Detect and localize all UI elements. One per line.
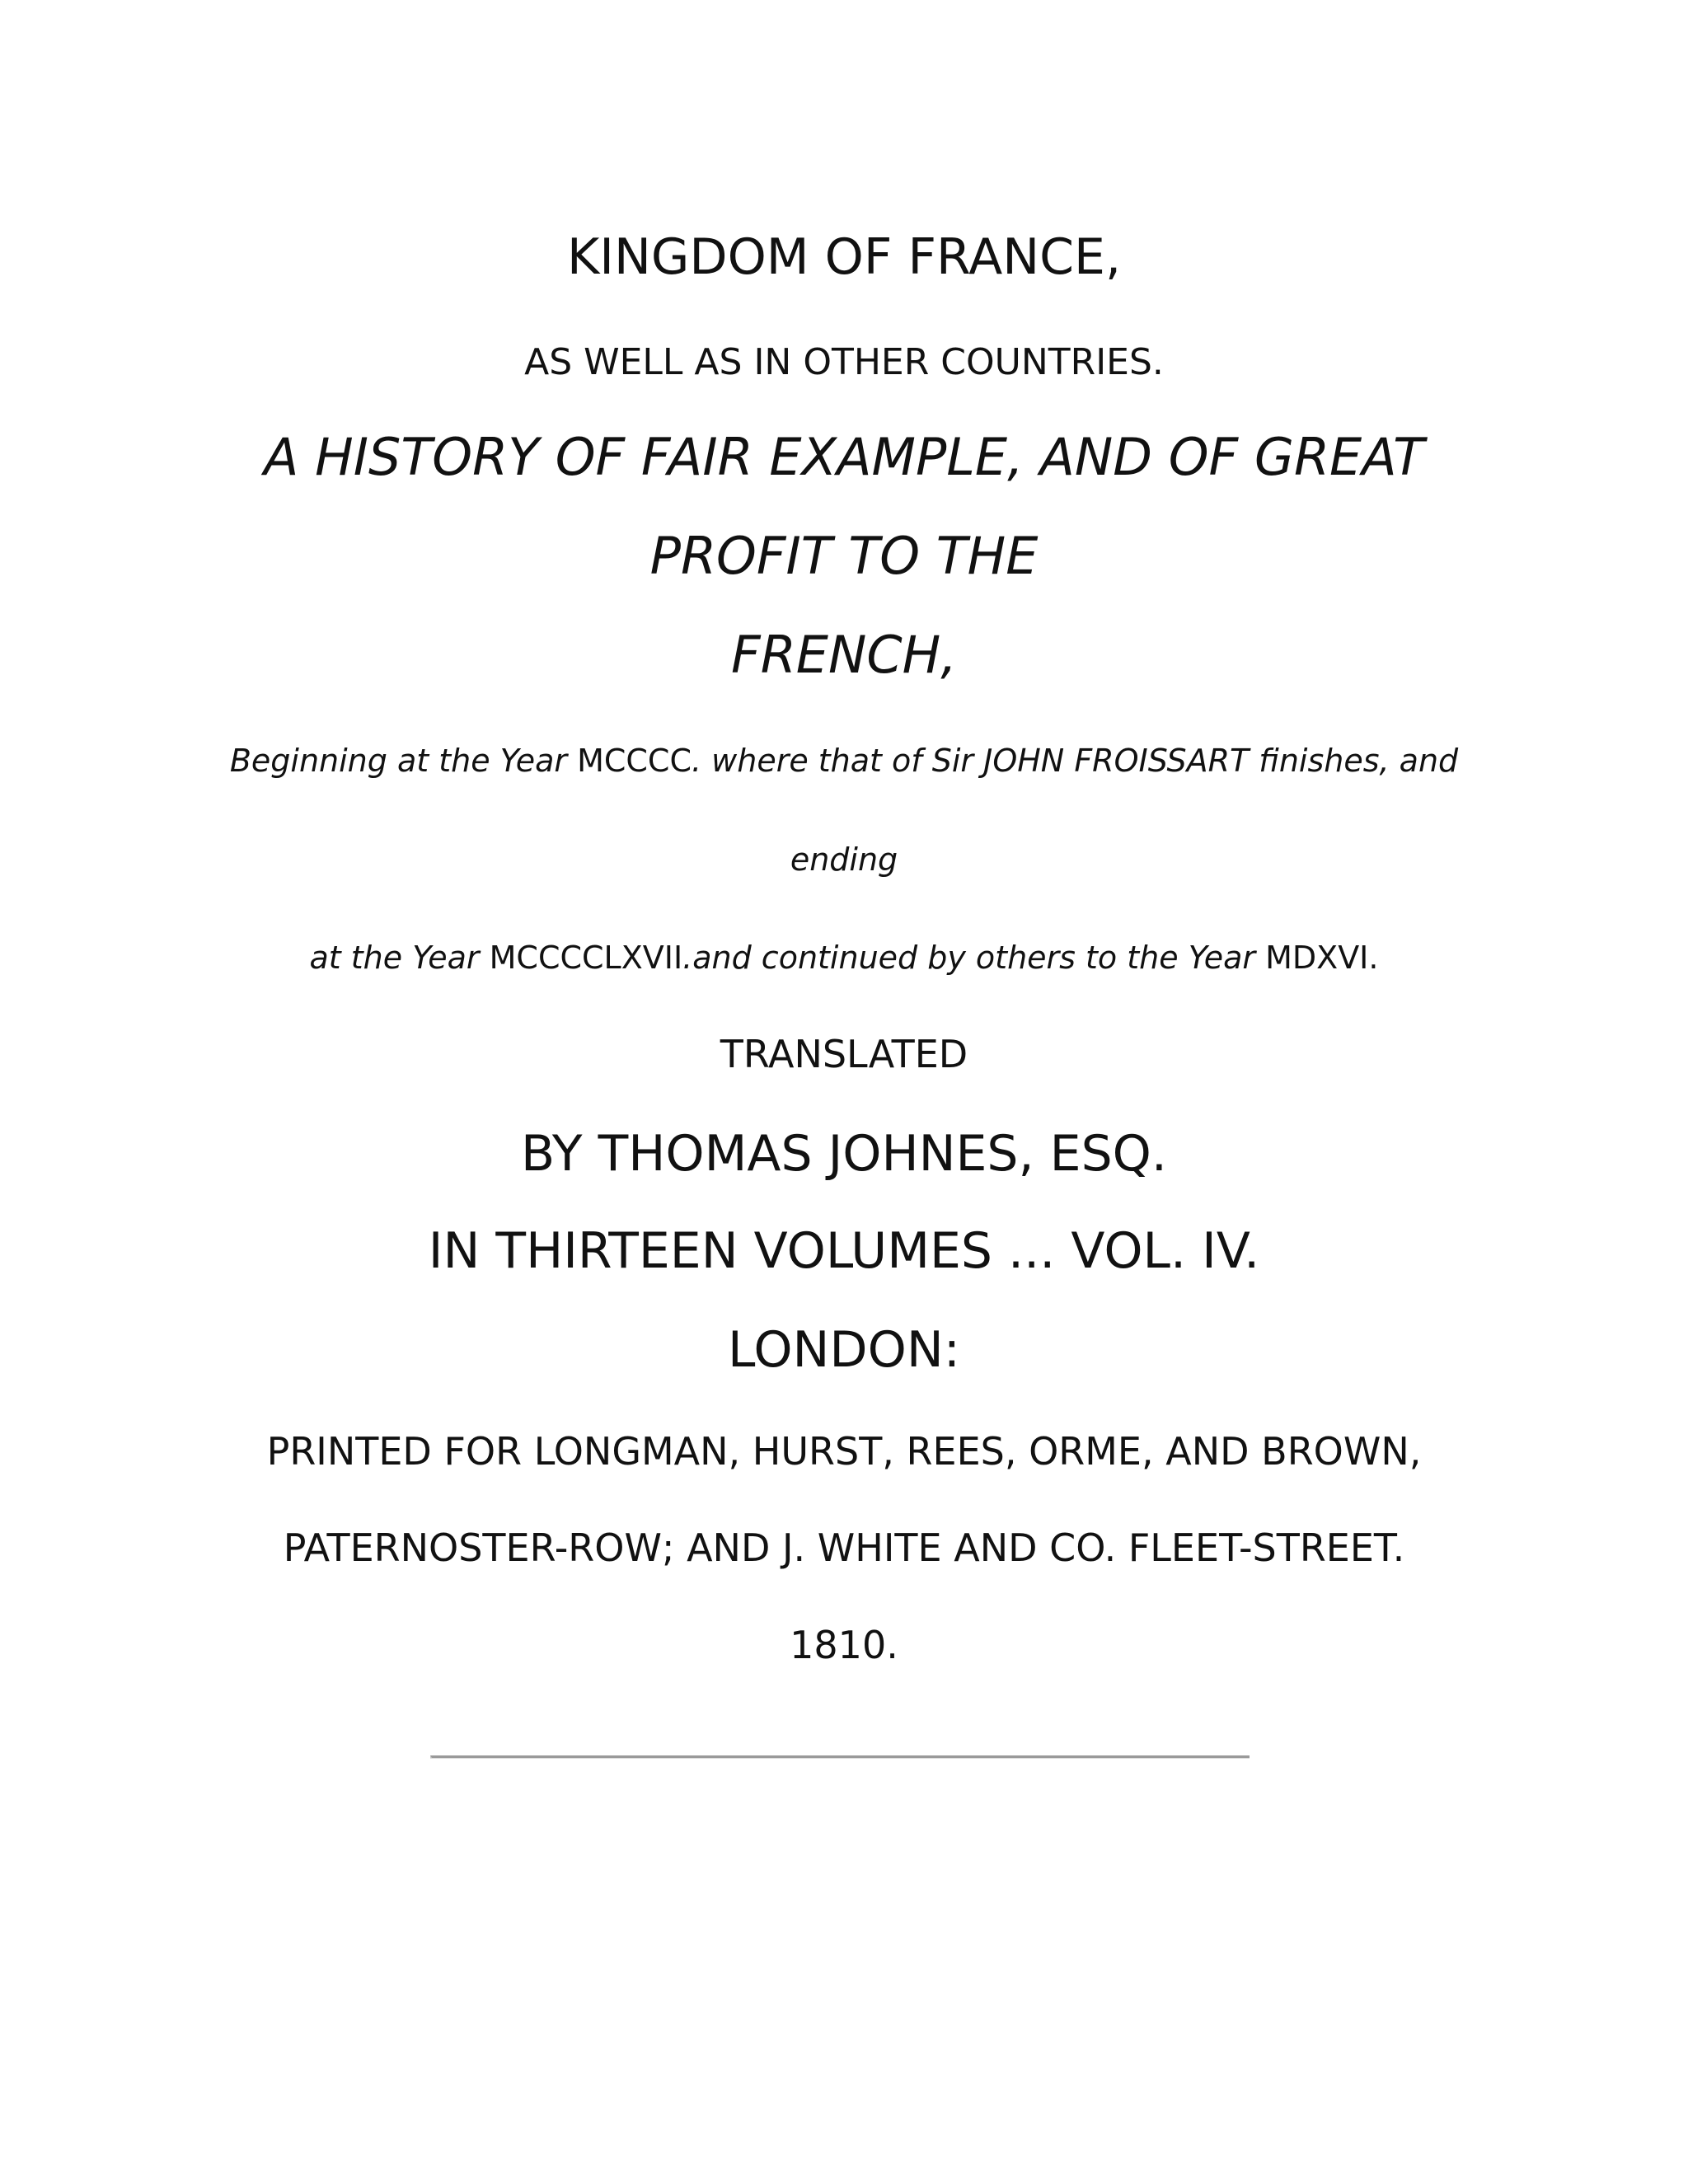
history-title-line-3: FRENCH, [731, 625, 957, 685]
history-title-line-1: A HISTORY OF FAIR EXAMPLE, AND OF GREAT [264, 427, 1424, 487]
london-line: LONDON: [728, 1321, 960, 1379]
year-mcccc: MCCCC [577, 743, 692, 779]
beginning-ending: ending [790, 841, 898, 878]
horizontal-rule [430, 1755, 1250, 1758]
final-period: . [1368, 940, 1379, 976]
beginning-line-1 [0, 743, 1688, 779]
beginning-line-3 [0, 940, 1688, 976]
continued-text: .and continued by others to the Year [682, 940, 1266, 976]
beginning-middle: . where that of Sir JOHN FROISSART finishes, and [692, 743, 1459, 779]
publisher-line-1: PRINTED FOR LONGMAN, HURST, REES, ORME, AND BROWN, [266, 1429, 1422, 1474]
year-mdxvi: MDXVI [1265, 940, 1369, 976]
publication-year: 1810. [790, 1623, 898, 1667]
publisher-line-2: PATERNOSTER-ROW; AND J. WHITE AND CO. FLEET-STREET. [283, 1526, 1405, 1570]
beginning-line-2 [0, 841, 1688, 878]
year-mccccclxvii: MCCCCLXVII [489, 940, 683, 976]
kingdom-heading: KINGDOM OF FRANCE, [566, 228, 1122, 286]
subheading-other-countries: AS WELL AS IN OTHER COUNTRIES. [524, 341, 1164, 383]
history-title-line-2: PROFIT TO THE [649, 526, 1039, 586]
beginning-prefix: Beginning at the Year [229, 743, 578, 779]
at-the-year: at the Year [309, 940, 490, 976]
translator-line: BY THOMAS JOHNES, ESQ. [521, 1125, 1167, 1183]
translated-label: TRANSLATED [720, 1032, 968, 1076]
volumes-line: IN THIRTEEN VOLUMES ... VOL. IV. [428, 1222, 1260, 1280]
